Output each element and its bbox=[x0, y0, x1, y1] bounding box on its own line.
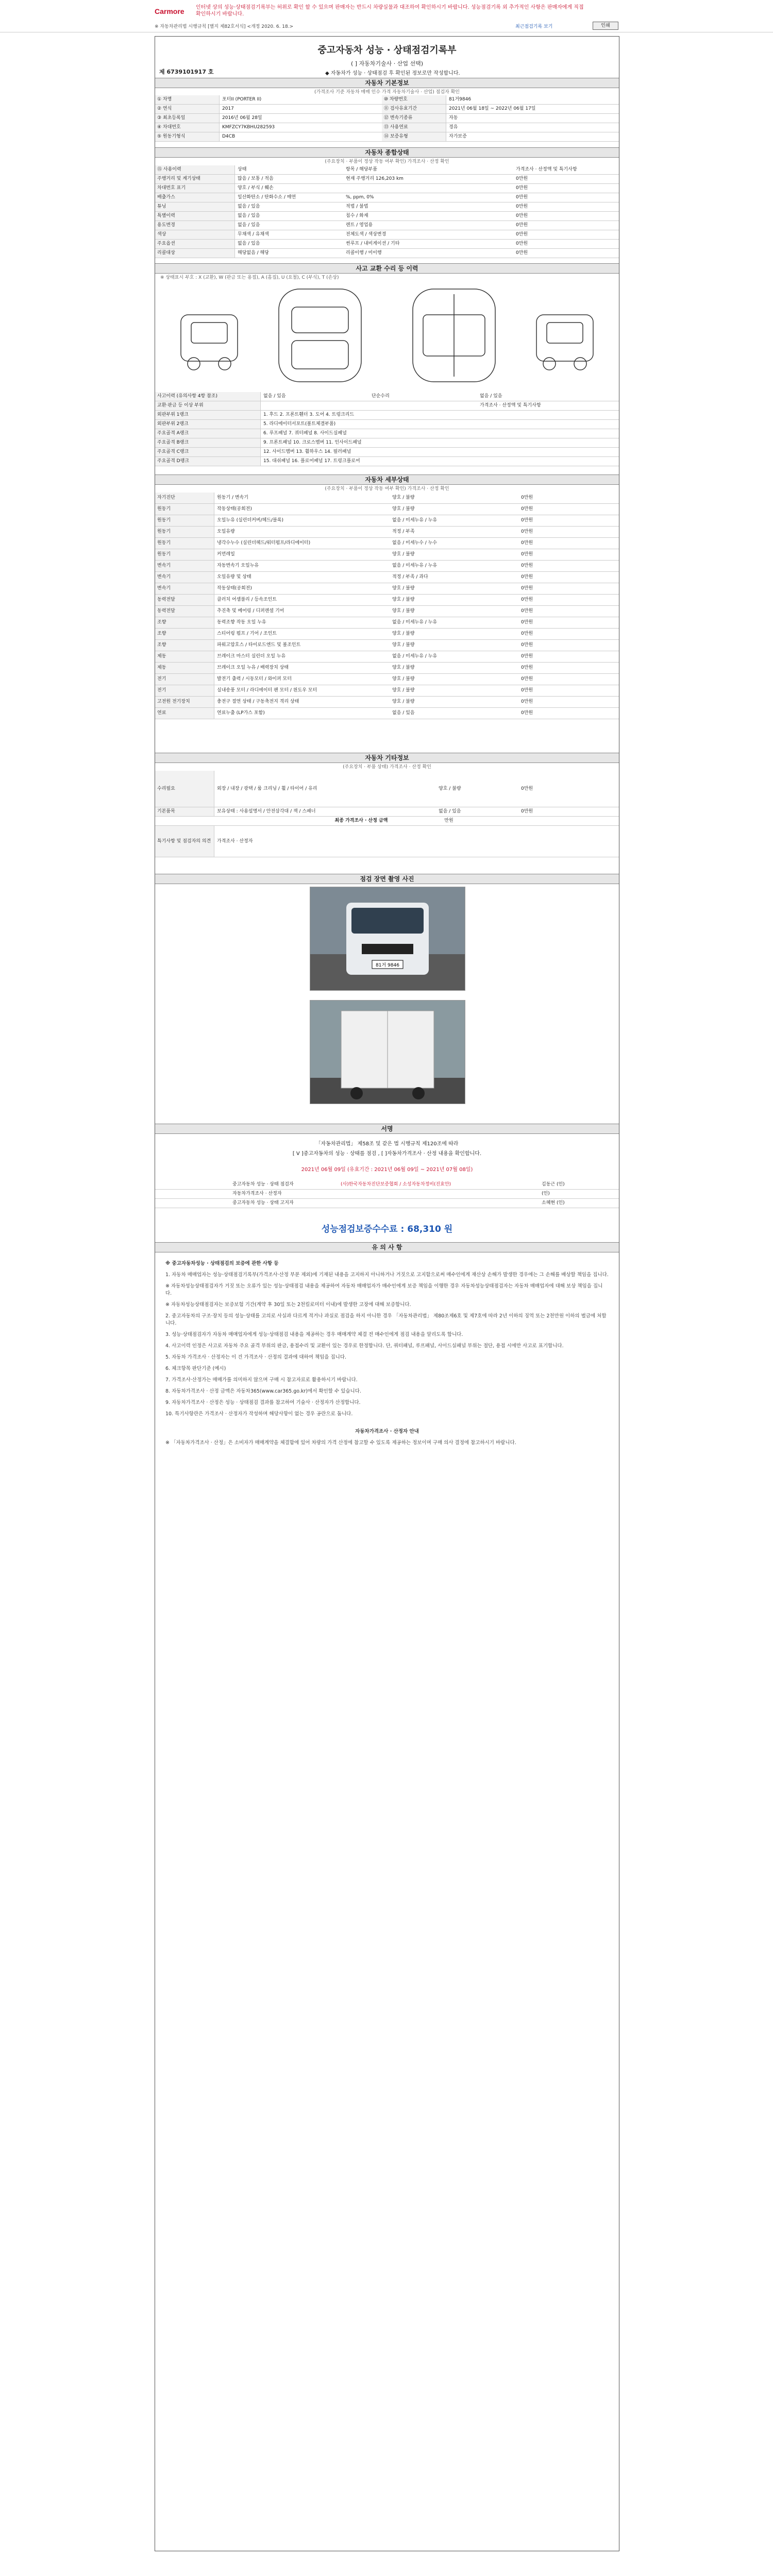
carmore-logo[interactable]: Carmore bbox=[155, 7, 184, 15]
warning-notice: 인터넷 상의 성능·상태점검기록부는 허위로 확인 할 수 있으며 판매자는 반드시 차량실물과 대조하여 확인하시기 바랍니다. 성능점검기록 외 추가적인 사항은 판매자에게 직접 확인하시기 바랍니다. bbox=[196, 5, 584, 17]
form-reference: ※ 자동차관리법 시행규칙 [별지 제82호서식] <개정 2020. 6. 18.> bbox=[155, 24, 294, 29]
car-top-icon bbox=[279, 289, 361, 382]
terms-body: ※ 중고자동차성능 · 상태점검의 보증에 관한 사항 등 1. 자동차 매매업자는 성능·상태점검기록부(가격조사·산정 부분 제외)에 기재된 내용을 고지하지 아니하거나 거짓으로 고지함으로써 매수인에게 재산상 손해가 발생한 경우에는 그 손해를 배상할 책임을 집니다. ※ 자동차성능상태점검자가 거짓 또는 오류가 있는 성능·상태점검 내용을 제공하여 자동차 매매업자가 매수인에게 보증 책임을 이행한 경우 자동차성능상태점검자는 자동차 매매업자에 대해 보상 책임을 집니다. ※ 자동차성능상태점검자는 보증보험 기간(계약 후 30일 또는 2천킬로미터 이내)에 발생한 고장에 대해 보증합니다. 2. 중고자동차의 구조·장치 등의 성능·상태를 고의로 사실과 다르게 적거나 과실로 점검을 하지 아니한 경우 「자동차관리법」 제80조제6호 및 제7호에 따라 2년 이하의 징역 또는 2천만원 이하의 벌금에 처합니다. 3. 성능·상태점검자가 자동차 매매업자에게 성능·상태점검 내용을 제공하는 경우 매매계약 체결 전 매수인에게 점검 내용을 알리도록 합니다. 4. 사고이력 인정은 사고로 자동차 주요 골격 부위의 판금, 용접수리 및 교환이 있는 경우로 한정합니다. 단, 쿼터패널, 루프패널, 사이드실패널 부위는 절단, 용접 시에만 사고로 표기합니다. 5. 자동차 가격조사 · 산정자는 이 건 가격조사 · 산정의 결과에 대하여 책임을 집니다. 6. 체크항목 판단기준 (예시) 7. 가격조사·산정가는 매매가를 의미하지 않으며 구매 시 참고자료로 활용하시기 바랍니다. 8. 자동차가격조사 · 산정 금액은 자동차365(www.car365.go.kr)에서 확인할 수 있습니다. 9. 자동차가격조사 · 산정은 성능 · 상태점검 결과를 참고하여 기술사 · 산정자가 산정합니다. 10. 특기사항란은 가격조사 · 산정자가 작성하며 해당사항이 없는 경우 공란으로 둡니다. 자동차가격조사 · 산정자 안내 ※ 「자동차가격조사 · 산정」은 소비자가 매매계약을 체결함에 있어 차량의 가격 산정에 참고할 수 있도록 제공하는 정보이며 구매 의사 결정에 참고하시기 바랍니다. bbox=[165, 1261, 609, 1446]
license-plate: 81거 9846 bbox=[376, 963, 399, 968]
table-row: 사고이력 (유의사항 4항 참조) 없음 / 있음 단순수리 없음 / 있음 bbox=[155, 392, 619, 401]
general-status-table bbox=[155, 165, 619, 258]
car-side-right-icon bbox=[536, 315, 593, 370]
table-row: 주요골격 C랭크 12. 사이드멤버 13. 휠하우스 14. 필러패널 bbox=[155, 448, 619, 457]
table-row: 수리필요 외장 / 내장 / 광택 / 룸 크리닝 / 휠 / 타이어 / 유리 양호 / 불량 0만원 bbox=[155, 771, 619, 807]
table-row: 기본품목 보유상태 : 사용설명서 / 안전삼각대 / 잭 / 스패너 없음 / 있음 0만원 bbox=[155, 807, 619, 817]
special-notes-value: 가격조사 · 산정자 bbox=[217, 839, 253, 844]
table-row: 조향 파워고압호스 / 타이로드엔드 및 볼조인트 양호 / 불량 0만원 bbox=[155, 640, 619, 651]
table-row: 변속기 자동변속기 오일누유 없음 / 미세누유 / 누유 0만원 bbox=[155, 561, 619, 572]
table-row: 리콜대상 해당없음 / 해당 리콜이행 / 미이행 0만원 bbox=[155, 249, 619, 258]
general-status-header: 자동차 종합상태 bbox=[155, 147, 619, 158]
inspection-document bbox=[155, 36, 619, 2551]
other-info-header: 자동차 기타정보 bbox=[155, 753, 619, 763]
table-row: ④ 차대번호 KMFZCY7KBHU282593 ⑬ 사용연료 경유 bbox=[155, 123, 619, 132]
warranty-fee bbox=[155, 1222, 619, 1234]
accident-table bbox=[155, 392, 619, 466]
table-row: 동력전달 추진축 및 베어링 / 디퍼렌셜 기어 양호 / 불량 0만원 bbox=[155, 606, 619, 617]
document-title: 중고자동차 성능 · 상태점검기록부 bbox=[317, 45, 457, 56]
table-row: 외판부위 1랭크 1. 후드 2. 프론트휀더 3. 도어 4. 트렁크리드 bbox=[155, 411, 619, 420]
table-row: 제동 브레이크 마스터 실린더 오일 누유 없음 / 미세누유 / 누유 0만원 bbox=[155, 651, 619, 663]
truck-front-photo bbox=[310, 887, 465, 991]
table-row: 주요골격 D랭크 15. 대쉬패널 16. 플로어패널 17. 트렁크플로어 bbox=[155, 457, 619, 466]
table-row: 자기진단 원동기 / 변속기 양호 / 불량 0만원 bbox=[155, 493, 619, 504]
table-row: 동력전달 클러치 어셈블리 / 등속조인트 양호 / 불량 0만원 bbox=[155, 595, 619, 606]
table-row: 주요골격 A랭크 6. 루프패널 7. 쿼터패널 8. 사이드실패널 bbox=[155, 429, 619, 438]
table-row: 중고자동차 성능 · 상태 고지자 소혜현 (인) bbox=[155, 1199, 619, 1208]
detailed-status-table bbox=[155, 493, 619, 719]
total-price-label: 최종 가격조사 · 산정 금액 bbox=[334, 818, 388, 823]
truck-rear-photo bbox=[310, 1000, 465, 1104]
other-info-table bbox=[155, 771, 619, 857]
basic-info-table bbox=[155, 95, 619, 142]
warranty-fee-value: 68,310 원 bbox=[407, 1224, 453, 1234]
basic-info-sub: (가격조사 기준 자동차 매매 인수 가격 자동차기술사 · 산업) 점검자 확인 bbox=[314, 90, 460, 95]
table-row: 조향 스티어링 펌프 / 기어 / 조인트 양호 / 불량 0만원 bbox=[155, 629, 619, 640]
table-row: 외판부위 2랭크 5. 라디에이터서포트(볼트체결부품) bbox=[155, 420, 619, 429]
table-row bbox=[155, 826, 619, 857]
warranty-fee-label: 성능점검보증수수료 : bbox=[321, 1224, 405, 1234]
table-row: 튜닝 없음 / 있음 적법 / 불법 0만원 bbox=[155, 202, 619, 212]
table-row: 조향 동력조향 작동 오일 누유 없음 / 미세누유 / 누유 0만원 bbox=[155, 617, 619, 629]
vehicle-diagram bbox=[176, 284, 598, 387]
car-side-left-icon bbox=[181, 315, 238, 370]
table-row: 원동기 커먼레일 양호 / 불량 0만원 bbox=[155, 549, 619, 561]
photos-header: 점검 장면 촬영 사진 bbox=[155, 874, 619, 884]
top-banner bbox=[0, 0, 773, 32]
special-notes-label: 특기사항 및 점검자의 의견 bbox=[155, 826, 214, 857]
terms-header: 유 의 사 항 bbox=[155, 1242, 619, 1252]
detailed-status-sub: (주요장치 · 부품이 정상 작동 여부 확인) 가격조사 · 산정 확인 bbox=[325, 486, 449, 492]
accident-history-sub: ※ 상태표시 부호 : X (교환), W (판금 또는 용접), A (흠집), U (요철), C (부식), T (손상) bbox=[160, 275, 339, 280]
car-bottom-icon bbox=[413, 289, 495, 382]
table-row: 배출가스 일산화탄소 / 탄화수소 / 매연 %, ppm, 0% 0만원 bbox=[155, 193, 619, 202]
table-row: 중고자동차 성능 · 상태 점검자 (사)한국자동차진단보증협회 / 소성자동차정비(진효안) 김동근 (인) bbox=[155, 1180, 619, 1190]
table-row: 전기 실내송풍 모터 / 라디에이터 팬 모터 / 윈도우 모터 양호 / 불량 0만원 bbox=[155, 685, 619, 697]
table-row: 변속기 작동상태(공회전) 양호 / 불량 0만원 bbox=[155, 583, 619, 595]
signature-statement: 「자동차관리법」 제58조 및 같은 법 시행규칙 제120조에 따라 [ V ]중고자동차의 성능 · 상태를 점검 , [ ]자동차가격조사 · 산정 내용을 확인합니다. 2021년 06월 09일 (유효기간 : 2021년 06월 09일 ~ 2021년 07월 08일) bbox=[155, 1139, 619, 1173]
table-row: 원동기 작동상태(공회전) 양호 / 불량 0만원 bbox=[155, 504, 619, 515]
other-info-sub: (주요장치 · 부품 상태) 가격조사 · 산정 확인 bbox=[343, 765, 431, 770]
signature-table bbox=[155, 1180, 619, 1208]
document-number: 제 6739101917 호 bbox=[159, 69, 214, 75]
print-button[interactable]: 인쇄 bbox=[593, 22, 618, 30]
inspection-dates: 2021년 06월 09일 (유효기간 : 2021년 06월 09일 ~ 2021년 07월 08일) bbox=[301, 1167, 473, 1173]
table-row: 전기 발전기 출력 / 시동모터 / 와이퍼 모터 양호 / 불량 0만원 bbox=[155, 674, 619, 685]
table-row: 색상 무채색 / 유채색 전체도색 / 색상변경 0만원 bbox=[155, 230, 619, 240]
table-row: 주요옵션 없음 / 있음 썬루프 / 내비게이션 / 기타 0만원 bbox=[155, 240, 619, 249]
table-row: 주행거리 및 계기상태 많음 / 보통 / 적음 현재 주행거리 126,203 km 0만원 bbox=[155, 175, 619, 184]
table-row: ② 연식 2017 ⑪ 검사유효기간 2021년 06월 18일 ~ 2022년 06월 17일 bbox=[155, 105, 619, 114]
table-row: 주요골격 B랭크 9. 프론트패널 10. 크로스멤버 11. 인사이드패널 bbox=[155, 438, 619, 448]
total-price-value: 만원 bbox=[444, 818, 453, 823]
detailed-status-header: 자동차 세부상태 bbox=[155, 474, 619, 485]
table-row: ⑮ 사용이력 상태 항목 / 해당부품 가격조사 · 산정액 및 특기사항 bbox=[155, 165, 619, 175]
table-row: ① 차명 포터II (PORTER II) ⑩ 차량번호 81거9846 bbox=[155, 95, 619, 105]
signature-header: 서명 bbox=[155, 1124, 619, 1134]
table-row: 용도변경 없음 / 있음 렌트 / 영업용 0만원 bbox=[155, 221, 619, 230]
table-row bbox=[155, 817, 619, 826]
table-row: 연료 연료누출 (LP가스 포함) 없음 / 있음 0만원 bbox=[155, 708, 619, 719]
table-row: 특별이력 없음 / 있음 침수 / 화재 0만원 bbox=[155, 212, 619, 221]
table-row: 원동기 오일누유 (실린더커버/헤드/블록) 없음 / 미세누유 / 누유 0만원 bbox=[155, 515, 619, 527]
table-row: 원동기 냉각수누수 (실린더헤드/워터펌프/라디에이터) 없음 / 미세누수 / 누수 0만원 bbox=[155, 538, 619, 549]
document-subtitle: ( ] 자동차기술사 · 산업 선택) bbox=[350, 60, 424, 67]
table-row: 제동 브레이크 오일 누유 / 배력장치 상태 양호 / 불량 0만원 bbox=[155, 663, 619, 674]
table-row: 변속기 오일유량 및 상태 적정 / 부족 / 과다 0만원 bbox=[155, 572, 619, 583]
table-row: ⑤ 원동기형식 D4CB ⑭ 보증유형 자가보증 bbox=[155, 132, 619, 142]
table-row: 교환·판금 등 이상 부위 가격조사 · 산정액 및 특기사항 bbox=[155, 401, 619, 411]
document-description: ◆ 자동차가 성능 · 상태점검 후 확인된 정보로만 작성합니다. bbox=[325, 71, 460, 76]
general-status-sub: (주요장치 · 부품이 정상 작동 여부 확인) 가격조사 · 산정 확인 bbox=[325, 159, 449, 164]
table-row: ③ 최초등록일 2016년 06월 28일 ⑫ 변속기종류 자동 bbox=[155, 114, 619, 123]
recent-records-link[interactable]: 최근점검기록 보기 bbox=[515, 24, 553, 29]
table-row: 자동차가격조사 · 산정자 (인) bbox=[155, 1190, 619, 1199]
basic-info-header: 자동차 기본정보 bbox=[155, 78, 619, 88]
table-row: 고전원 전기장치 충전구 절연 상태 / 구동축전지 격리 상태 양호 / 불량 0만원 bbox=[155, 697, 619, 708]
table-row: 원동기 오일유량 적정 / 부족 0만원 bbox=[155, 527, 619, 538]
table-row: 차대번호 표기 양호 / 부식 / 훼손 0만원 bbox=[155, 184, 619, 193]
accident-history-header: 사고 교환 수리 등 이력 bbox=[155, 263, 619, 274]
